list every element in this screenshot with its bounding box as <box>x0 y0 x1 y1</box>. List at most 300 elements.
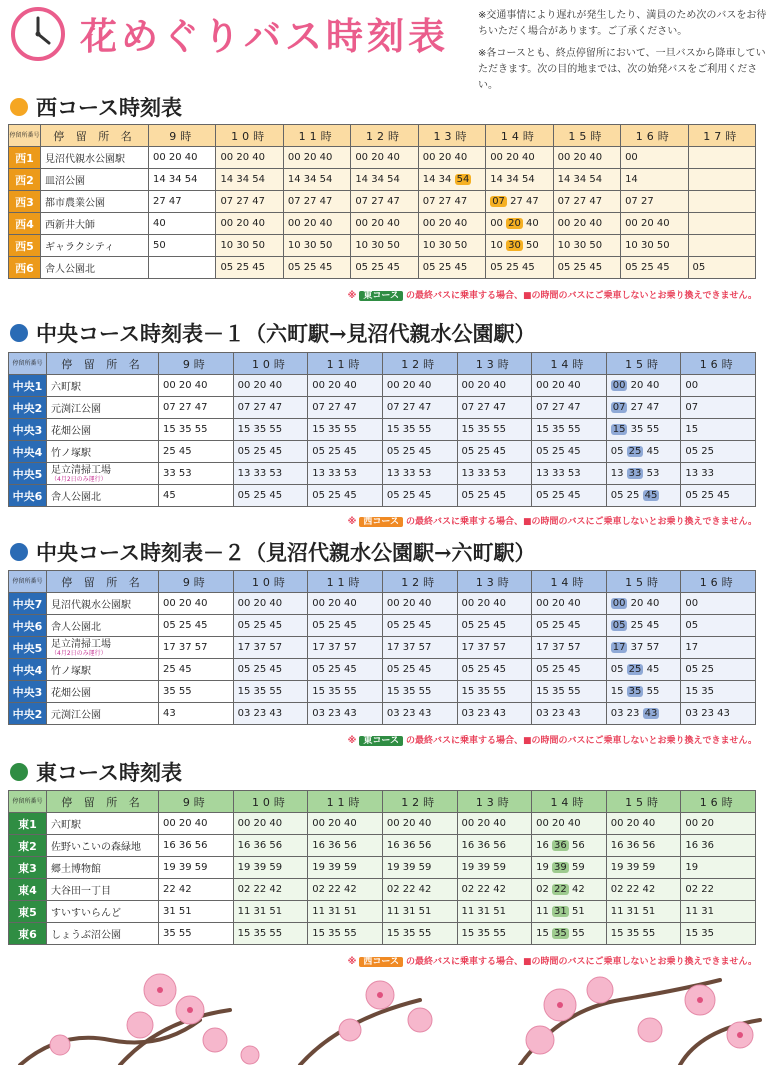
time-cell <box>688 213 756 235</box>
time-cell: 00 20 40 <box>351 213 418 235</box>
time-cell: 05 <box>681 615 756 637</box>
time-cell: 15 35 55 <box>457 419 532 441</box>
time-cell: 03 23 43 <box>606 703 681 725</box>
time-cell: 43 <box>159 703 234 725</box>
time-cell: 02 22 42 <box>308 879 383 901</box>
stop-name-header: 停 留 所 名 <box>41 125 149 147</box>
hour-header: 15時 <box>606 791 681 813</box>
stop-name-text: 大谷田一丁目 <box>51 886 111 897</box>
table-row <box>9 923 756 945</box>
central-dot-icon <box>10 543 28 561</box>
time-cell: 17 37 57 <box>606 637 681 659</box>
time-cell: 15 35 55 <box>233 923 308 945</box>
time-cell: 11 31 51 <box>382 901 457 923</box>
time-cell: 15 35 55 <box>308 923 383 945</box>
stop-name-text: 舎人公園北 <box>51 492 101 503</box>
time-cell: 11 31 51 <box>308 901 383 923</box>
time-cell: 25 45 <box>159 441 234 463</box>
time-cell: 05 25 45 <box>457 615 532 637</box>
time-cell: 02 22 42 <box>457 879 532 901</box>
stop-name <box>47 637 159 659</box>
time-cell: 05 25 45 <box>216 257 283 279</box>
time-cell: 05 <box>688 257 756 279</box>
time-cell: 05 25 45 <box>283 257 350 279</box>
hour-header: 16時 <box>681 571 756 593</box>
time-cell: 05 25 45 <box>308 659 383 681</box>
time-cell: 00 20 40 <box>382 375 457 397</box>
time-cell: 33 53 <box>159 463 234 485</box>
time-cell: 00 <box>681 593 756 615</box>
time-cell: 15 35 55 <box>382 923 457 945</box>
stop-id: 東4 <box>9 879 47 901</box>
stop-name-text: 六町駅 <box>51 382 81 393</box>
stop-name-header: 停 留 所 名 <box>47 353 159 375</box>
stop-id: 西4 <box>9 213 41 235</box>
id-header: 停留所番号 <box>9 353 47 375</box>
time-cell: 19 <box>681 857 756 879</box>
time-cell: 05 25 45 <box>308 615 383 637</box>
time-cell: 00 20 40 <box>159 813 234 835</box>
time-cell: 14 34 54 <box>283 169 350 191</box>
hour-header: 10時 <box>233 571 308 593</box>
stop-name-text: すいすいらんど <box>51 908 121 919</box>
table-row <box>9 593 756 615</box>
time-cell <box>688 147 756 169</box>
time-cell: 00 20 40 <box>216 213 283 235</box>
stop-name <box>41 147 149 169</box>
time-cell: 05 25 45 <box>233 615 308 637</box>
hour-header: 14時 <box>532 791 607 813</box>
time-cell: 00 20 40 <box>233 375 308 397</box>
time-cell: 11 31 51 <box>606 901 681 923</box>
stop-id: 西1 <box>9 147 41 169</box>
time-cell: 10 30 50 <box>283 235 350 257</box>
time-cell: 00 <box>681 375 756 397</box>
stop-name-text: 六町駅 <box>51 820 81 831</box>
stop-name <box>47 485 159 507</box>
time-cell: 15 35 55 <box>382 681 457 703</box>
time-cell: 15 35 55 <box>233 681 308 703</box>
time-cell: 05 25 45 <box>681 485 756 507</box>
time-cell: 00 20 40 <box>283 213 350 235</box>
hour-header: 9時 <box>159 571 234 593</box>
time-cell: 27 47 <box>149 191 216 213</box>
stop-name-text: 舎人公園北 <box>45 264 95 275</box>
stop-name <box>47 835 159 857</box>
time-cell: 05 25 45 <box>532 615 607 637</box>
hour-header: 15時 <box>606 571 681 593</box>
id-header: 停留所番号 <box>9 791 47 813</box>
hour-header: 11時 <box>308 353 383 375</box>
time-cell: 00 20 40 <box>457 593 532 615</box>
stop-id: 中央6 <box>9 615 47 637</box>
time-cell: 00 20 40 <box>606 375 681 397</box>
hour-header: 12時 <box>382 353 457 375</box>
time-cell: 00 20 40 <box>382 593 457 615</box>
stop-name-text: 元渕江公園 <box>51 710 101 721</box>
time-cell: 00 20 40 <box>216 147 283 169</box>
stop-name-text: 都市農業公園 <box>45 198 105 209</box>
stop-name <box>41 235 149 257</box>
stop-note: （4月2日のみ運行） <box>51 475 107 483</box>
time-cell: 03 23 43 <box>308 703 383 725</box>
time-cell: 11 31 <box>681 901 756 923</box>
time-cell: 07 27 47 <box>216 191 283 213</box>
table-row <box>9 485 756 507</box>
central1-timetable <box>8 352 756 507</box>
hour-header: 11時 <box>308 791 383 813</box>
time-cell <box>688 235 756 257</box>
stop-name <box>41 213 149 235</box>
time-cell: 17 37 57 <box>382 637 457 659</box>
time-cell: 03 23 43 <box>532 703 607 725</box>
stop-name-header: 停 留 所 名 <box>47 791 159 813</box>
stop-name <box>47 923 159 945</box>
west-dot-icon <box>10 98 28 116</box>
time-cell: 07 27 47 <box>553 191 620 213</box>
notice-delay: ※交通事情により遅れが発生したり、満員のため次のバスをお待ちいただく場合があります。ご了承ください。 <box>478 10 767 37</box>
stop-id: 中央1 <box>9 375 47 397</box>
time-cell: 16 36 56 <box>457 835 532 857</box>
time-cell: 17 37 57 <box>233 637 308 659</box>
table-row <box>9 257 756 279</box>
time-cell: 07 27 47 <box>382 397 457 419</box>
central1-section-title: 中央コース時刻表－１（六町駅→見沼代親水公園駅） <box>10 318 536 348</box>
table-row <box>9 813 756 835</box>
stop-id: 西6 <box>9 257 41 279</box>
time-cell: 05 25 45 <box>532 485 607 507</box>
stop-name <box>41 257 149 279</box>
time-cell: 00 20 40 <box>553 213 620 235</box>
id-header: 停留所番号 <box>9 571 47 593</box>
stop-id: 西5 <box>9 235 41 257</box>
header-row <box>9 125 756 147</box>
time-cell: 05 25 45 <box>606 615 681 637</box>
time-cell: 14 34 54 <box>351 169 418 191</box>
time-cell: 15 <box>681 419 756 441</box>
table-row <box>9 879 756 901</box>
stop-name-text: 郷土博物館 <box>51 864 101 875</box>
time-cell: 05 25 <box>681 441 756 463</box>
west-timetable <box>8 124 756 279</box>
table-row <box>9 147 756 169</box>
time-cell: 15 35 55 <box>382 419 457 441</box>
stop-name <box>47 813 159 835</box>
time-cell: 00 20 40 <box>486 147 553 169</box>
time-cell: 17 37 57 <box>457 637 532 659</box>
time-cell: 05 25 <box>681 659 756 681</box>
hour-header: 13時 <box>457 791 532 813</box>
table-row <box>9 419 756 441</box>
time-cell: 16 36 56 <box>233 835 308 857</box>
stop-id: 中央7 <box>9 593 47 615</box>
time-cell: 05 25 45 <box>382 659 457 681</box>
stop-id: 東1 <box>9 813 47 835</box>
time-cell: 19 39 59 <box>308 857 383 879</box>
stop-name-text: 足立清掃工場 <box>51 464 111 476</box>
time-cell: 15 35 55 <box>308 681 383 703</box>
table-row <box>9 901 756 923</box>
time-cell: 07 27 47 <box>606 397 681 419</box>
time-cell: 00 <box>621 147 688 169</box>
hour-header: 13時 <box>457 571 532 593</box>
header-row <box>9 791 756 813</box>
stop-name <box>47 703 159 725</box>
time-cell: 05 25 45 <box>606 441 681 463</box>
time-cell: 03 23 43 <box>382 703 457 725</box>
time-cell: 15 35 55 <box>532 923 607 945</box>
stop-id: 中央6 <box>9 485 47 507</box>
time-cell <box>149 257 216 279</box>
time-cell: 02 22 <box>681 879 756 901</box>
stop-name-text: 花畑公園 <box>51 426 91 437</box>
central2-timetable <box>8 570 756 725</box>
stop-name <box>47 857 159 879</box>
stop-name-text: 西新井大師 <box>45 220 95 231</box>
time-cell: 02 22 42 <box>606 879 681 901</box>
stop-name-text: 元渕江公園 <box>51 404 101 415</box>
time-cell: 05 25 45 <box>159 615 234 637</box>
time-cell: 19 39 59 <box>606 857 681 879</box>
west-transfer-note: ※ 東コース の最終バスに乗車する場合、■の時間のバスにご乗車しないとお乗り換えできません。 <box>347 291 757 301</box>
time-cell: 19 39 59 <box>159 857 234 879</box>
time-cell: 15 35 55 <box>457 681 532 703</box>
stop-id: 西3 <box>9 191 41 213</box>
stop-id: 東6 <box>9 923 47 945</box>
time-cell: 19 39 59 <box>233 857 308 879</box>
time-cell: 35 55 <box>159 923 234 945</box>
stop-id: 東2 <box>9 835 47 857</box>
time-cell: 11 31 51 <box>233 901 308 923</box>
time-cell: 00 20 40 <box>606 593 681 615</box>
stop-name <box>41 191 149 213</box>
stop-name-text: 佐野いこいの森緑地 <box>51 842 141 853</box>
hour-header: 11時 <box>283 125 350 147</box>
stop-name-text: 足立清掃工場 <box>51 638 111 650</box>
table-row <box>9 213 756 235</box>
time-cell: 16 36 56 <box>382 835 457 857</box>
time-cell: 13 33 53 <box>382 463 457 485</box>
time-cell: 07 27 47 <box>308 397 383 419</box>
table-row <box>9 441 756 463</box>
time-cell <box>688 169 756 191</box>
time-cell: 02 22 42 <box>532 879 607 901</box>
table-row <box>9 835 756 857</box>
id-header: 停留所番号 <box>9 125 41 147</box>
hour-header: 16時 <box>681 791 756 813</box>
table-row <box>9 191 756 213</box>
time-cell: 05 25 45 <box>308 441 383 463</box>
time-cell <box>688 191 756 213</box>
time-cell: 15 35 55 <box>532 681 607 703</box>
time-cell: 13 33 53 <box>233 463 308 485</box>
time-cell: 19 39 59 <box>532 857 607 879</box>
time-cell: 03 23 43 <box>233 703 308 725</box>
time-cell: 16 36 <box>681 835 756 857</box>
stop-name-text: 見沼代親水公園駅 <box>45 154 125 165</box>
stop-name <box>47 659 159 681</box>
time-cell: 16 36 56 <box>606 835 681 857</box>
stop-id: 中央2 <box>9 397 47 419</box>
hour-header: 14時 <box>532 353 607 375</box>
time-cell: 00 20 40 <box>457 375 532 397</box>
time-cell: 03 23 43 <box>681 703 756 725</box>
stop-id: 中央5 <box>9 637 47 659</box>
cherry-blossom-decoration <box>0 960 773 1065</box>
time-cell: 05 25 45 <box>418 257 485 279</box>
time-cell: 00 20 40 <box>159 593 234 615</box>
notice-transfer: ※各コースとも、終点停留所において、一旦バスから降車していただきます。次の目的地までは、次の始発バスをご利用ください。 <box>478 48 766 91</box>
time-cell: 07 <box>681 397 756 419</box>
time-cell: 17 <box>681 637 756 659</box>
time-cell: 25 45 <box>159 659 234 681</box>
time-cell: 10 30 50 <box>621 235 688 257</box>
time-cell: 14 <box>621 169 688 191</box>
east-transfer-note: ※ 西コース の最終バスに乗車する場合、■の時間のバスにご乗車しないとお乗り換えできません。 <box>347 957 757 967</box>
time-cell: 07 27 47 <box>233 397 308 419</box>
time-cell: 05 25 45 <box>233 659 308 681</box>
time-cell: 00 20 40 <box>308 375 383 397</box>
time-cell: 10 30 50 <box>486 235 553 257</box>
stop-name <box>47 593 159 615</box>
stop-name <box>47 879 159 901</box>
time-cell: 15 35 <box>681 681 756 703</box>
time-cell: 07 27 47 <box>159 397 234 419</box>
stop-name-text: 竹ノ塚駅 <box>51 448 91 459</box>
time-cell: 19 39 59 <box>382 857 457 879</box>
stop-id: 中央4 <box>9 659 47 681</box>
time-cell: 10 30 50 <box>216 235 283 257</box>
time-cell: 00 20 40 <box>606 813 681 835</box>
stop-name <box>47 681 159 703</box>
central1-transfer-note: ※ 西コース の最終バスに乗車する場合、■の時間のバスにご乗車しないとお乗り換えできません。 <box>347 517 757 527</box>
time-cell: 02 22 42 <box>233 879 308 901</box>
hour-header: 15時 <box>553 125 620 147</box>
time-cell: 00 20 40 <box>149 147 216 169</box>
hour-header: 12時 <box>382 571 457 593</box>
table-row <box>9 169 756 191</box>
hour-header: 11時 <box>308 571 383 593</box>
hour-header: 12時 <box>351 125 418 147</box>
time-cell: 13 33 53 <box>308 463 383 485</box>
hour-header: 13時 <box>457 353 532 375</box>
clock-icon <box>10 6 66 62</box>
stop-name <box>47 419 159 441</box>
time-cell: 15 35 55 <box>606 419 681 441</box>
time-cell: 10 30 50 <box>418 235 485 257</box>
time-cell: 15 35 55 <box>233 419 308 441</box>
hour-header: 15時 <box>606 353 681 375</box>
time-cell: 17 37 57 <box>308 637 383 659</box>
time-cell: 15 35 55 <box>532 419 607 441</box>
time-cell: 11 31 51 <box>457 901 532 923</box>
notice-text <box>478 8 768 100</box>
time-cell: 03 23 43 <box>457 703 532 725</box>
stop-name-text: しょうぶ沼公園 <box>51 930 121 941</box>
table-row <box>9 463 756 485</box>
time-cell: 05 25 45 <box>382 441 457 463</box>
stop-name-text: 竹ノ塚駅 <box>51 666 91 677</box>
stop-name <box>47 463 159 485</box>
central2-section-title: 中央コース時刻表－２（見沼代親水公園駅→六町駅） <box>10 537 536 567</box>
time-cell: 45 <box>159 485 234 507</box>
time-cell: 15 35 <box>681 923 756 945</box>
table-row <box>9 235 756 257</box>
time-cell: 07 27 47 <box>418 191 485 213</box>
table-row <box>9 857 756 879</box>
time-cell: 07 27 47 <box>486 191 553 213</box>
time-cell: 00 20 40 <box>159 375 234 397</box>
time-cell: 05 25 45 <box>308 485 383 507</box>
time-cell: 15 35 55 <box>159 419 234 441</box>
time-cell: 14 34 54 <box>216 169 283 191</box>
time-cell: 14 34 54 <box>553 169 620 191</box>
hour-header: 9時 <box>159 353 234 375</box>
hour-header: 13時 <box>418 125 485 147</box>
time-cell: 14 34 54 <box>418 169 485 191</box>
time-cell: 05 25 45 <box>553 257 620 279</box>
time-cell: 31 51 <box>159 901 234 923</box>
hour-header: 9時 <box>159 791 234 813</box>
time-cell: 00 20 40 <box>553 147 620 169</box>
page-title: 花めぐりバス時刻表 <box>80 14 449 58</box>
time-cell: 16 36 56 <box>532 835 607 857</box>
stop-id: 東3 <box>9 857 47 879</box>
time-cell: 05 25 45 <box>532 441 607 463</box>
time-cell: 15 35 55 <box>606 681 681 703</box>
time-cell: 05 25 45 <box>233 441 308 463</box>
time-cell: 13 33 53 <box>457 463 532 485</box>
time-cell: 00 20 40 <box>308 813 383 835</box>
time-cell: 05 25 45 <box>486 257 553 279</box>
stop-name <box>47 615 159 637</box>
time-cell: 07 27 47 <box>457 397 532 419</box>
time-cell: 00 20 40 <box>457 813 532 835</box>
table-row <box>9 615 756 637</box>
time-cell: 17 37 57 <box>532 637 607 659</box>
table-row <box>9 397 756 419</box>
header-row <box>9 571 756 593</box>
time-cell: 05 25 45 <box>606 659 681 681</box>
table-row <box>9 637 756 659</box>
time-cell: 05 25 45 <box>532 659 607 681</box>
time-cell: 00 20 40 <box>351 147 418 169</box>
time-cell: 13 33 53 <box>606 463 681 485</box>
time-cell: 10 30 50 <box>351 235 418 257</box>
time-cell: 00 20 40 <box>532 813 607 835</box>
stop-name <box>47 375 159 397</box>
stop-name-text: 皿沼公園 <box>45 176 85 187</box>
hour-header: 10時 <box>233 353 308 375</box>
stop-name-text: 見沼代親水公園駅 <box>51 600 131 611</box>
time-cell: 35 55 <box>159 681 234 703</box>
time-cell: 07 27 <box>621 191 688 213</box>
stop-name-text: ギャラクシティ <box>45 242 115 253</box>
time-cell: 00 20 40 <box>532 375 607 397</box>
time-cell: 05 25 45 <box>457 485 532 507</box>
stop-id: 中央2 <box>9 703 47 725</box>
time-cell: 16 36 56 <box>308 835 383 857</box>
stop-name-text: 舎人公園北 <box>51 622 101 633</box>
time-cell: 15 35 55 <box>457 923 532 945</box>
stop-note: （4月2日のみ運行） <box>51 649 107 657</box>
hour-header: 17時 <box>688 125 756 147</box>
time-cell: 00 20 40 <box>621 213 688 235</box>
time-cell: 15 35 55 <box>606 923 681 945</box>
time-cell: 00 20 40 <box>233 593 308 615</box>
time-cell: 07 27 47 <box>283 191 350 213</box>
time-cell: 05 25 45 <box>621 257 688 279</box>
